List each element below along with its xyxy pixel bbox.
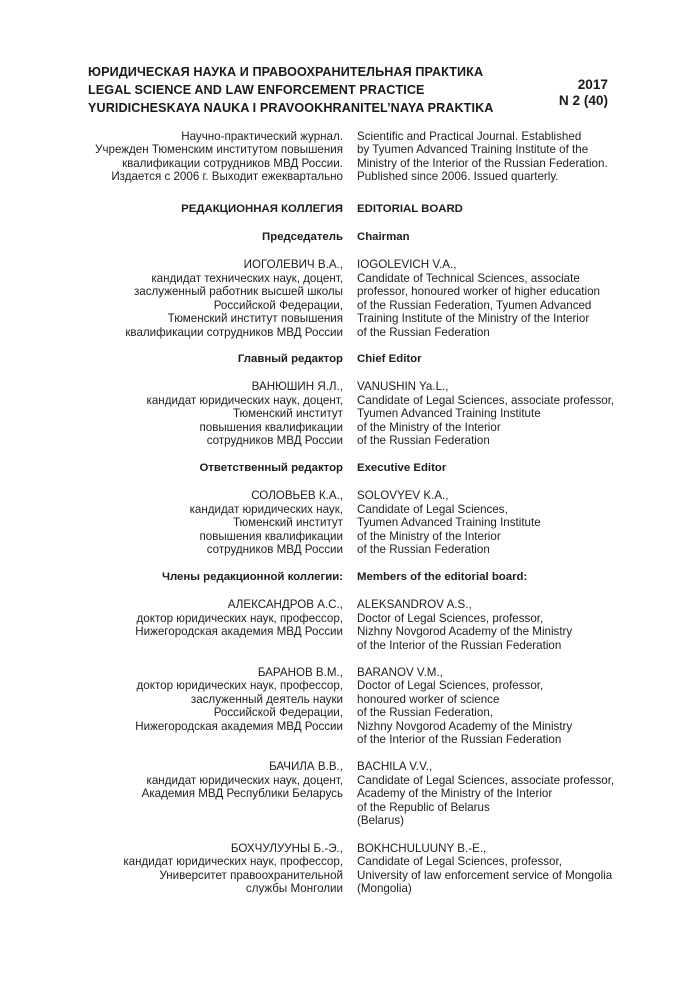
member-detail-line: of the Ministry of the Interior (357, 529, 501, 543)
role-heading: Главный редактор (237, 352, 343, 365)
board-member-entry (60, 598, 343, 652)
role-heading: Chairman (357, 230, 410, 243)
member-detail-line: Doctor of Legal Sciences, professor, (357, 679, 544, 692)
intro-line: by Tyumen Advanced Training Institute of the (357, 143, 589, 157)
member-detail-line: honoured worker of science (357, 692, 500, 706)
member-detail-line: Tyumen Advanced Training Institute (357, 407, 541, 420)
member-name: IOGOLEVICH V.A., (357, 258, 457, 271)
member-name: BOKHCHULUUNY B.-E., (357, 841, 487, 855)
member-detail-line: Candidate of Legal Sciences, professor, (357, 855, 562, 868)
intro-line: Издается с 2006 г. Выходит ежеквартально (111, 170, 343, 184)
member-detail-line: Нижегородская академия МВД России (135, 719, 343, 733)
member-detail-line: доктор юридических наук, профессор, (136, 679, 343, 692)
member-detail-line: Nizhny Novgorod Academy of the Ministry (357, 625, 573, 638)
role-heading: Members of the editorial board: (357, 570, 528, 583)
member-detail-line: of the Russian Federation, Tyumen Advanced (357, 298, 592, 312)
board-member-entry (357, 380, 657, 448)
member-detail-line: Nizhny Novgorod Academy of the Ministry (357, 719, 573, 733)
member-detail-line: доктор юридических наук, профессор, (136, 611, 343, 625)
board-member-entry (357, 489, 657, 557)
member-detail-line: of the Interior of the Russian Federation (357, 638, 562, 652)
member-detail-line: Нижегородская академия МВД России (135, 625, 343, 638)
board-member-entry (357, 842, 657, 896)
member-detail-line: повышения квалификации (199, 529, 343, 543)
member-detail-line: Academy of the Ministry of the Interior (357, 787, 553, 800)
intro-line: квалификации сотрудников МВД России. (122, 156, 343, 170)
intro-en (357, 130, 657, 184)
member-name: СОЛОВЬЕВ К.А., (251, 489, 343, 502)
intro-line: Published since 2006. Issued quarterly. (357, 170, 559, 184)
member-name: BARANOV V.M., (357, 665, 443, 679)
board-member-entry (357, 666, 657, 747)
member-detail-line: Российской Федерации, (213, 706, 343, 719)
board-member-entry (60, 842, 343, 896)
member-detail-line: professor, honoured worker of higher education (357, 285, 600, 298)
intro-line: Ministry of the Interior of the Russian Federation. (357, 156, 608, 170)
editorial-board-ru (60, 203, 343, 909)
board-member-entry (60, 380, 343, 448)
board-member-entry (357, 760, 657, 828)
editorial-board-heading: РЕДАКЦИОННАЯ КОЛЛЕГИЯ (181, 203, 343, 215)
member-detail-line: кандидат юридических наук, доцент, (146, 773, 343, 787)
role-heading: Члены редакционной коллегии: (161, 570, 343, 583)
board-member-entry (357, 258, 657, 339)
intro-line: Scientific and Practical Journal. Established (357, 130, 582, 143)
member-name: БАЧИЛА В.В., (269, 760, 343, 773)
member-detail-line: of the Russian Federation (357, 543, 490, 556)
member-detail-line: Candidate of Legal Sciences, associate professor, (357, 773, 615, 787)
issue-info (559, 77, 608, 109)
intro-line: Научно-практический журнал. (181, 130, 343, 143)
member-detail-line: кандидат юридических наук, доцент, (146, 393, 343, 407)
board-member-entry (60, 666, 343, 747)
journal-title-en: LEGAL SCIENCE AND LAW ENFORCEMENT PRACTICE (88, 83, 425, 97)
role-heading: Executive Editor (357, 461, 447, 474)
member-detail-line: Тюменский институт повышения (167, 312, 343, 325)
board-member-entry (60, 760, 343, 828)
member-name: BACHILA V.V., (357, 760, 433, 773)
member-detail-line: Candidate of Legal Sciences, (357, 502, 508, 516)
member-detail-line: Doctor of Legal Sciences, professor, (357, 611, 544, 625)
editorial-board-heading: EDITORIAL BOARD (357, 203, 463, 215)
role-heading: Председатель (262, 230, 343, 243)
member-detail-line: Candidate of Legal Sciences, associate professor, (357, 393, 615, 407)
member-name: АЛЕКСАНДРОВ А.С., (227, 598, 343, 611)
board-member-entry (60, 489, 343, 557)
member-detail-line: заслуженный деятель науки (190, 692, 343, 706)
member-detail-line: кандидат юридических наук, профессор, (123, 855, 343, 868)
member-name: ALEKSANDROV A.S., (357, 598, 472, 611)
member-detail-line: (Belarus) (357, 814, 405, 827)
member-name: БАРАНОВ В.М., (257, 665, 343, 679)
member-name: SOLOVYEV K.A., (357, 489, 449, 502)
member-name: ВАНЮШИН Я.Л., (251, 380, 343, 393)
member-detail-line: кандидат юридических наук, (189, 502, 343, 516)
role-heading: Chief Editor (357, 352, 422, 365)
board-member-entry (60, 258, 343, 339)
member-name: VANUSHIN Ya.L., (357, 380, 449, 393)
intro-ru (60, 130, 343, 184)
editorial-board-en (357, 203, 657, 909)
member-detail-line: сотрудников МВД России (206, 434, 343, 447)
member-detail-line: Российской Федерации, (213, 298, 343, 312)
member-detail-line: кандидат технических наук, доцент, (151, 271, 343, 285)
member-detail-line: сотрудников МВД России (206, 543, 343, 556)
member-detail-line: заслуженный работник высшей школы (133, 285, 343, 298)
member-detail-line: of the Republic of Belarus (357, 800, 490, 814)
member-detail-line: Tyumen Advanced Training Institute (357, 516, 541, 529)
member-detail-line: службы Монголии (245, 882, 343, 895)
member-detail-line: Training Institute of the Ministry of the Interior (357, 312, 590, 325)
member-detail-line: of the Ministry of the Interior (357, 420, 501, 434)
member-detail-line: Тюменский институт (232, 407, 343, 420)
member-detail-line: University of law enforcement service of Mongolia (357, 868, 613, 882)
member-detail-line: of the Russian Federation (357, 325, 490, 339)
member-detail-line: of the Interior of the Russian Federation (357, 733, 562, 746)
member-detail-line: of the Russian Federation (357, 434, 490, 447)
member-name: ИОГОЛЕВИЧ В.А., (243, 258, 343, 271)
member-detail-line: Университет правоохранительной (159, 868, 343, 882)
journal-header (88, 63, 493, 117)
member-detail-line: повышения квалификации (199, 420, 343, 434)
member-detail-line: of the Russian Federation, (357, 706, 493, 719)
member-name: БОХЧУЛУУНЫ Б.-Э., (230, 841, 343, 855)
member-detail-line: Тюменский институт (232, 516, 343, 529)
intro-line: Учрежден Тюменским институтом повышения (95, 143, 343, 157)
member-detail-line: (Mongolia) (357, 882, 412, 895)
role-heading: Ответственный редактор (199, 461, 343, 474)
member-detail-line: Candidate of Technical Sciences, associate (357, 271, 580, 285)
board-member-entry (357, 598, 657, 652)
journal-title-translit: YURIDICHESKAYA NAUKA I PRAVOOKHRANITEL’NAYA PRAKTIKA (88, 101, 494, 115)
journal-title-ru: ЮРИДИЧЕСКАЯ НАУКА И ПРАВООХРАНИТЕЛЬНАЯ ПРАКТИКА (88, 65, 484, 79)
issue-number: N 2 (40) (558, 93, 608, 108)
member-detail-line: квалификации сотрудников МВД России (125, 325, 343, 339)
issue-year: 2017 (577, 77, 608, 92)
member-detail-line: Академия МВД Республики Беларусь (141, 787, 343, 800)
